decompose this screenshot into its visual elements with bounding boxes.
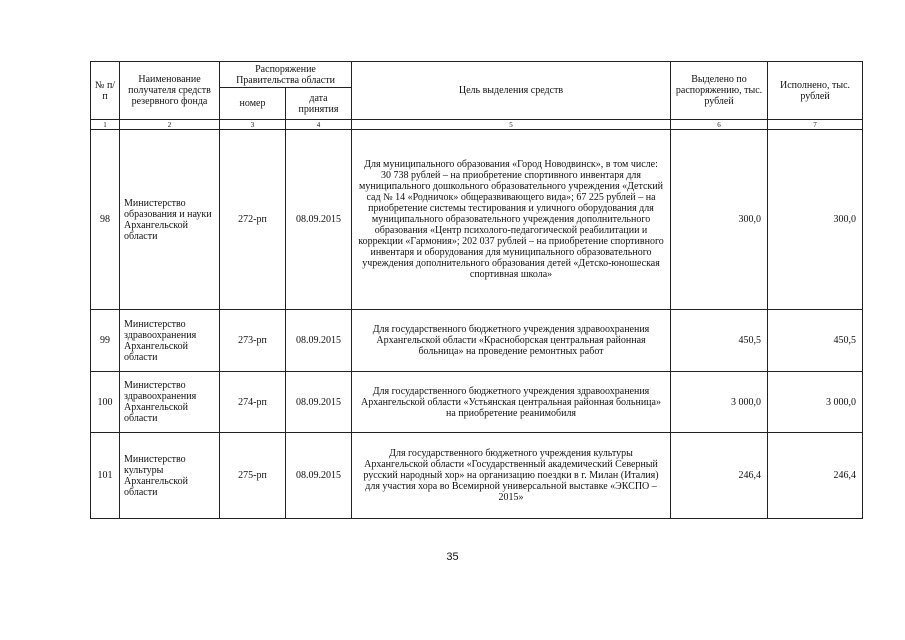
row-order-date: 08.09.2015 [286,372,352,433]
column-number: 4 [286,120,352,130]
row-order-number: 274-рп [220,372,286,433]
row-executed: 3 000,0 [768,372,863,433]
row-num: 99 [91,310,120,372]
row-num: 100 [91,372,120,433]
column-number: 3 [220,120,286,130]
table-row [91,433,863,519]
header-purpose: Цель выделения средств [352,62,671,120]
row-order-date: 08.09.2015 [286,130,352,310]
row-order-date: 08.09.2015 [286,433,352,519]
column-number: 6 [671,120,768,130]
row-order-number: 272-рп [220,130,286,310]
header-order-date: дата принятия [286,88,352,120]
row-order-number: 275-рп [220,433,286,519]
header-order-number: номер [220,88,286,120]
row-num: 98 [91,130,120,310]
row-allocated: 300,0 [671,130,768,310]
row-allocated: 246,4 [671,433,768,519]
header-allocated: Выделено по распоряжению, тыс. рублей [671,62,768,120]
header-recipient: Наименование получателя средств резервного фонда [120,62,220,120]
header-order: Распоряжение Правительства области [220,62,352,88]
header-executed: Исполнено, тыс. рублей [768,62,863,120]
row-recipient: Министерство здравоохранения Архангельской области [120,372,220,433]
row-recipient: Министерство здравоохранения Архангельской области [120,310,220,372]
row-allocated: 3 000,0 [671,372,768,433]
row-order-number: 273-рп [220,310,286,372]
row-executed: 246,4 [768,433,863,519]
row-recipient: Министерство культуры Архангельской области [120,433,220,519]
column-number: 1 [91,120,120,130]
row-recipient: Министерство образования и науки Архангельской области [120,130,220,310]
row-allocated: 450,5 [671,310,768,372]
row-num: 101 [91,433,120,519]
row-purpose: Для государственного бюджетного учреждения культуры Архангельской области «Государственный академический Северный русский народный хор» на организацию поездки в г. Милан (Италия) для участия хора во Всемирной универсальной выставке «ЭКСПО – 2015» [352,433,671,519]
row-purpose: Для муниципального образования «Город Новодвинск», в том числе: 30 738 рублей – на приобретение спортивного инвентаря для муниципального дошкольного образовательного учреждения «Детский сад № 14 «Родничок» общеразвивающего вида»; 67 225 рублей – на приобретение системы тестирования и уличного оборудования для муниципального образовательного учреждения дополнительного образования «Центр психолого-педагогической реабилитации и коррекции «Гармония»; 202 037 рублей – на приобретение спортивного инвентаря и оборудования для муниципального образовательного учреждения дополнительного образования детей «Детско-юношеская спортивная школа» [352,130,671,310]
column-number: 7 [768,120,863,130]
row-purpose: Для государственного бюджетного учреждения здравоохранения Архангельской области «Устьянская центральная районная больница» на приобретение реанимобиля [352,372,671,433]
row-order-date: 08.09.2015 [286,310,352,372]
column-number: 2 [120,120,220,130]
row-purpose: Для государственного бюджетного учреждения здравоохранения Архангельской области «Красноборская центральная районная больница» на проведение ремонтных работ [352,310,671,372]
reserve-fund-table [90,61,863,519]
column-number: 5 [352,120,671,130]
table-row [91,372,863,433]
table-row [91,310,863,372]
header-row [91,62,863,88]
page-number: 35 [446,551,459,563]
table-row [91,130,863,310]
column-number-row [91,120,863,130]
row-executed: 450,5 [768,310,863,372]
row-executed: 300,0 [768,130,863,310]
header-num: № п/п [91,62,120,120]
